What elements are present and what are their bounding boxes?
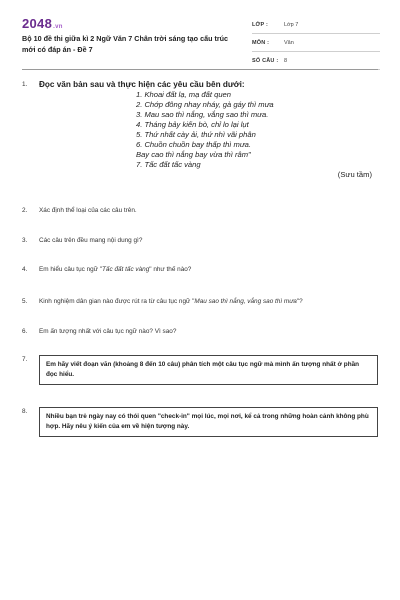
writing-prompt-box: Em hãy viết đoạn văn (khoảng 8 đến 10 câu) phân tích một câu tục ngữ mà mình ấn tượng nhất ở phần đọc hiểu. [39,355,378,385]
proverb-list [136,90,274,170]
proverb-line: 4. Tháng bảy kiến bò, chỉ lo lại lụt [136,120,249,129]
proverb-line: Bay cao thì nắng bay vừa thì râm" [136,150,251,159]
question-text-part: " như thế nào? [149,266,192,273]
meta-row-class [252,16,380,34]
question-1 [22,80,378,190]
question-text-part: "? [296,298,303,305]
proverb-line: 3. Mau sao thì nắng, vắng sao thì mưa. [136,110,269,119]
meta-label: MÔN : [252,39,270,46]
document-title: Bộ 10 đề thi giữa kì 2 Ngữ Văn 7 Chân trời sáng tạo cấu trúc mới có đáp án - Đề 7 [22,34,229,54]
meta-value: Văn [284,39,294,46]
question-text [39,265,378,274]
source-attribution: (Sưu tầm) [337,170,372,179]
meta-value: 8 [284,57,288,64]
question-text: Em ấn tượng nhất với câu tục ngữ nào? Vì sao? [39,328,177,335]
proverb-line: 5. Thứ nhất cày ải, thứ nhì vãi phân [136,130,256,139]
question-number: 8. [22,408,28,415]
question-text: Các câu trên đều mang nội dung gì? [39,237,143,244]
question-number: 4. [22,266,28,273]
question-text-part: Em hiểu câu tục ngữ " [39,266,103,273]
logo-main: 2048 [22,16,53,31]
proverb-line: 6. Chuồn chuồn bay thấp thì mưa. [136,140,251,149]
question-text [39,297,378,306]
question-8 [22,407,378,441]
question-2 [22,206,378,216]
question-number: 1. [22,81,28,88]
question-7 [22,355,378,389]
question-text: Xác định thể loại của các câu trên. [39,207,137,214]
question-number: 5. [22,298,28,305]
site-logo[interactable] [22,16,63,31]
quoted-proverb: Mau sao thì nắng, vắng sao thì mưa [194,298,297,305]
question-number: 3. [22,237,28,244]
meta-label: LỚP : [252,21,268,28]
proverb-line: 7. Tấc đất tấc vàng [136,160,201,169]
quoted-proverb: Tấc đất tấc vàng [102,266,150,273]
question-4 [22,265,378,275]
meta-row-question-count [252,52,380,70]
question-number: 2. [22,207,28,214]
proverb-line: 1. Khoai đất lạ, mạ đất quen [136,90,231,99]
meta-label: SỐ CÂU : [252,57,279,64]
question-number: 6. [22,328,28,335]
proverb-line: 2. Chớp đông nhay nháy, gà gáy thì mưa [136,100,274,109]
header-divider [22,69,378,70]
question-5 [22,297,378,307]
logo-suffix: .vn [53,24,63,30]
meta-value: Lớp 7 [284,21,299,28]
question-3 [22,236,378,246]
question-6 [22,327,378,337]
question-number: 7. [22,356,28,363]
meta-row-subject [252,34,380,52]
question-text-part: Kinh nghiệm dân gian nào được rút ra từ câu tục ngữ " [39,298,195,305]
exam-meta [252,16,380,70]
question-title: Đọc văn bản sau và thực hiện các yêu cầu bên dưới: [39,80,245,89]
essay-prompt-box: Nhiều bạn trẻ ngày nay có thói quen "check-in" mọi lúc, mọi nơi, kể cả trong những hoàn cảnh không phù hợp. Hãy nêu ý kiến của em về hiện tượng này. [39,407,378,437]
